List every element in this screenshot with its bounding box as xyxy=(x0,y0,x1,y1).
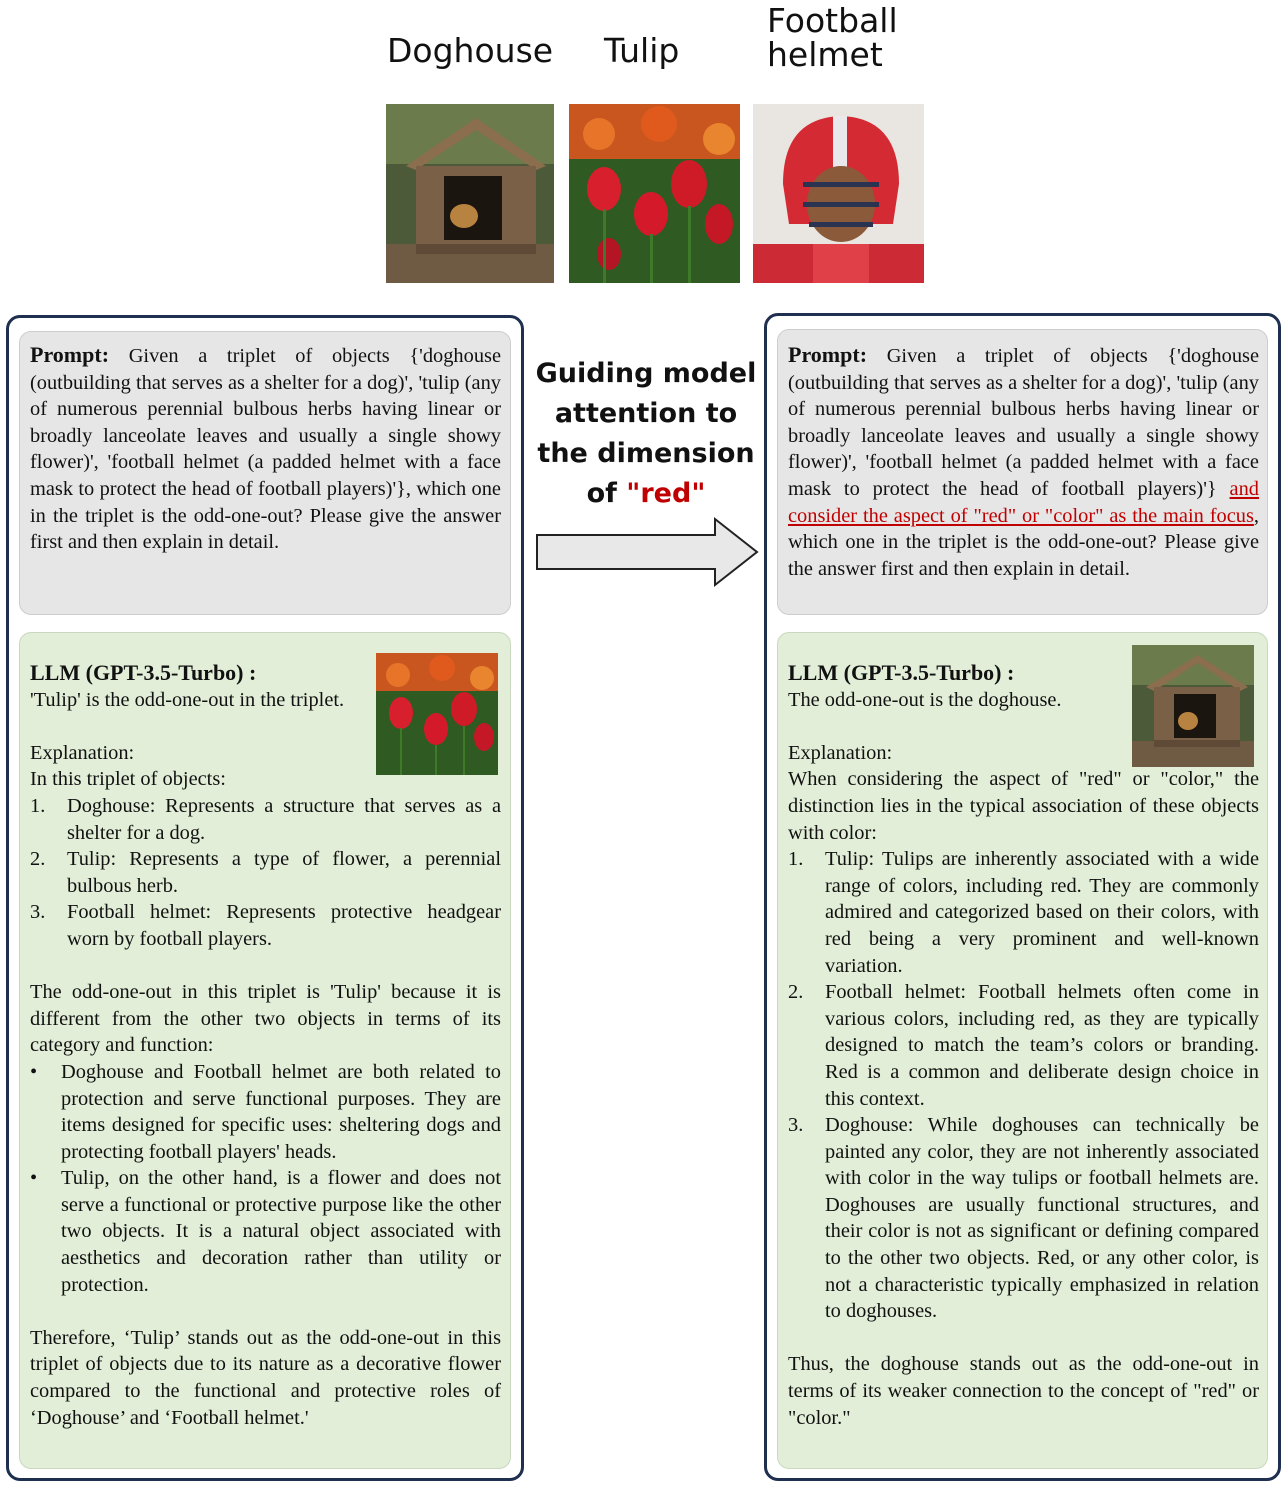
right-prompt-highlight: and consider the aspect of "red" or "color" as the main focus xyxy=(788,477,1259,527)
list-item xyxy=(788,979,1259,1112)
left-conclusion: Therefore, ‘Tulip’ stands out as the odd-one-out in this triplet of objects due to its nature as a decorative flower compared to the functional and protective roles of ‘Doghouse’ and ‘Football helmet.' xyxy=(30,1326,501,1429)
left-llm-box xyxy=(19,632,511,1469)
item-text: Tulip: Tulips are inherently associated with a wide range of colors, including red. They are commonly admired and categorized based on their colors, with red being a very prominent and well-known variation. xyxy=(825,848,1259,977)
right-prompt-label: Prompt: xyxy=(788,342,868,367)
right-prompt-box xyxy=(777,329,1268,615)
left-bullet-list xyxy=(30,1059,501,1298)
doghouse-image xyxy=(386,104,554,283)
right-answer: The odd-one-out is the doghouse. xyxy=(788,688,1062,711)
caption-line: the dimension xyxy=(537,438,755,469)
item-text: Football helmet: Football helmets often come in various colors, including red, as they are typically designed to match the team’s colors or branding. Red is a common and deliberate design choice in this context. xyxy=(825,981,1259,1110)
item-number: 3. xyxy=(30,901,46,924)
football-helmet-image xyxy=(753,104,924,283)
bullet: • xyxy=(30,1167,38,1190)
right-arrow-icon xyxy=(535,516,760,588)
item-text: Doghouse: While doghouses can technically be painted any color, they are not inherently associated with color in the way tulips or football helmets are. Doghouses are usually functional structures, and their color is not as significant or defining compared to the other two objects. Red, or any other color, is not a characteristic typically emphasized in relation to doghouses. xyxy=(825,1114,1259,1323)
list-item xyxy=(30,1059,501,1165)
right-conclusion: Thus, the doghouse stands out as the odd-one-out in terms of its weaker connection to the concept of "red" or "color." xyxy=(788,1353,1259,1429)
right-explanation-label: Explanation: xyxy=(788,741,893,764)
item-number: 3. xyxy=(788,1114,804,1137)
item-text: Football helmet: Represents protective headgear worn by football players. xyxy=(67,901,501,950)
right-llm-label: LLM (GPT-3.5-Turbo) : xyxy=(788,660,1015,685)
list-item xyxy=(788,846,1259,979)
right-llm-text xyxy=(788,660,1259,1431)
item-number: 2. xyxy=(30,848,46,871)
label-football-helmet: Football helmet xyxy=(767,1,898,74)
label-tulip: Tulip xyxy=(604,31,680,70)
tulip-image xyxy=(569,104,740,283)
left-llm-label: LLM (GPT-3.5-Turbo) : xyxy=(30,660,257,685)
list-item xyxy=(788,1112,1259,1325)
right-prompt-body-b: , which one in the triplet is the odd-one-out? Please give the answer first and then explain in detail. xyxy=(788,504,1259,580)
item-number: 1. xyxy=(30,794,46,817)
bullet: • xyxy=(30,1060,38,1083)
left-para2: The odd-one-out in this triplet is 'Tulip' because it is different from the other two objects in terms of its category and function: xyxy=(30,981,501,1057)
left-intro: In this triplet of objects: xyxy=(30,768,226,791)
caption-line: Guiding model xyxy=(535,358,757,389)
item-number: 2. xyxy=(788,981,804,1004)
label-doghouse: Doghouse xyxy=(387,31,554,70)
caption-line: attention to xyxy=(554,398,738,429)
left-prompt-label: Prompt: xyxy=(30,342,110,367)
left-llm-text xyxy=(30,660,501,1431)
caption-red-word: "red" xyxy=(626,478,706,509)
caption-line xyxy=(530,474,762,514)
list-item xyxy=(30,899,501,952)
right-prompt-text xyxy=(788,342,1259,582)
list-item xyxy=(30,793,501,846)
list-item xyxy=(30,846,501,899)
list-item xyxy=(30,1165,501,1298)
middle-caption xyxy=(530,354,762,514)
left-answer: 'Tulip' is the odd-one-out in the triplet. xyxy=(30,688,345,711)
item-text: Doghouse and Football helmet are both related to protection and serve functional purposes. They are items designed for specific uses: sheltering dogs and protecting football players' heads. xyxy=(61,1060,501,1163)
right-numbered-list xyxy=(788,846,1259,1325)
item-text: Tulip, on the other hand, is a flower and does not serve a functional or protective purpose like the other two objects. It is a natural object associated with aesthetics and decoration rather than utility or protection. xyxy=(61,1167,501,1296)
item-text: Tulip: Represents a type of flower, a perennial bulbous herb. xyxy=(67,848,501,897)
left-explanation-label: Explanation: xyxy=(30,741,135,764)
left-prompt-box xyxy=(19,331,511,615)
right-prompt-body-a: Given a triplet of objects {'doghouse (outbuilding that serves as a shelter for a dog)', 'tulip (any of numerous perennial bulbous herbs having linear or broadly lanceolate leaves and usually a single showy flower)', 'football helmet (a padded helmet with a face mask to protect the head of football players)'} xyxy=(788,345,1259,500)
right-intro: When considering the aspect of "red" or "color," the distinction lies in the typical association of these objects with color: xyxy=(788,768,1259,844)
left-prompt-text xyxy=(30,342,501,556)
right-llm-box xyxy=(777,632,1268,1469)
item-text: Doghouse: Represents a structure that serves as a shelter for a dog. xyxy=(67,794,501,844)
left-prompt-body: Given a triplet of objects {'doghouse (outbuilding that serves as a shelter for a dog)', 'tulip (any of numerous perennial bulbous herbs having linear or broadly lanceolate leaves and usually a single showy flower)', 'football helmet (a padded helmet with a face mask to protect the head of football players)'}, which one in the triplet is the odd-one-out? Please give the answer first and then explain in detail. xyxy=(30,345,501,554)
item-number: 1. xyxy=(788,848,804,871)
caption-prefix: of xyxy=(586,478,627,509)
left-numbered-list xyxy=(30,793,501,953)
